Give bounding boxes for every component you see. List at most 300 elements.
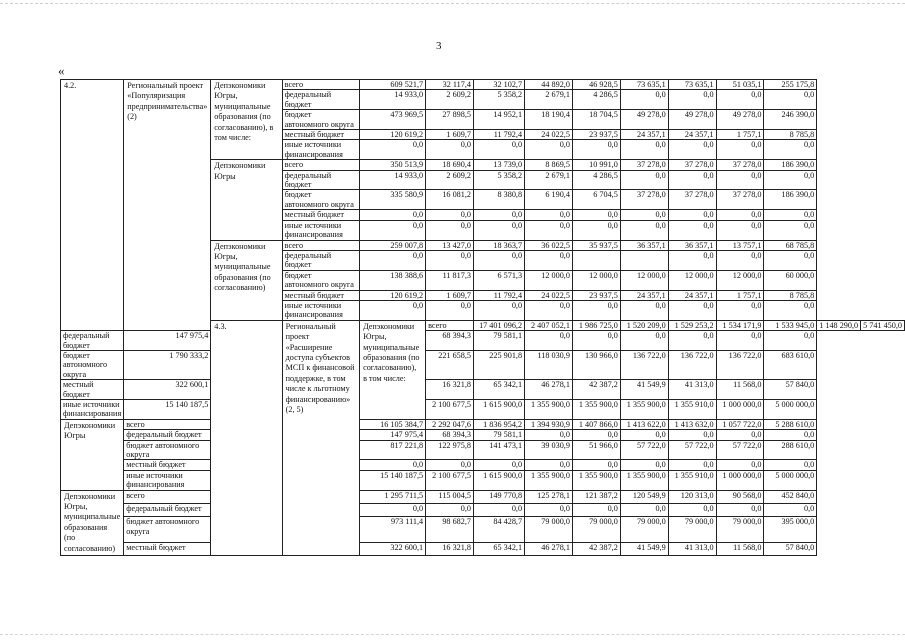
table-row [61, 542, 905, 555]
amount-cell: 65 342,1 [473, 380, 524, 400]
funding-source: всего [426, 320, 474, 330]
amount-cell: 120 313,0 [668, 490, 716, 503]
amount-cell: 1 355 910,0 [668, 400, 716, 420]
amount-cell: 1 757,1 [716, 290, 764, 300]
amount-cell: 0,0 [620, 220, 668, 240]
amount-cell: 0,0 [620, 460, 668, 470]
amount-cell [620, 250, 668, 270]
amount-cell: 136 722,0 [620, 350, 668, 379]
amount-cell: 1 609,7 [426, 130, 474, 140]
amount-cell: 79 581,1 [473, 331, 524, 351]
amount-cell: 141 473,1 [473, 440, 524, 460]
amount-cell: 18 190,4 [525, 110, 573, 130]
amount-cell: 0,0 [620, 90, 668, 110]
amount-cell: 39 030,9 [525, 440, 573, 460]
amount-cell: 1 413 632,0 [668, 419, 716, 429]
amount-cell: 0,0 [426, 250, 474, 270]
amount-cell: 8 785,8 [764, 130, 817, 140]
amount-cell: 0,0 [764, 140, 817, 160]
amount-cell: 120 619,2 [360, 290, 426, 300]
amount-cell: 0,0 [668, 140, 716, 160]
amount-cell: 118 030,9 [525, 350, 573, 379]
amount-cell: 42 387,2 [572, 380, 620, 400]
executor: Депэкономики Югры, муниципальные образования (по согласованию), в том числе: [360, 320, 426, 419]
amount-cell: 14 952,1 [473, 110, 524, 130]
project-name: Региональный проект «Популяризация предпринимательства» (2) [124, 80, 211, 331]
amount-cell: 37 278,0 [716, 190, 764, 210]
amount-cell: 16 105 384,7 [360, 419, 426, 429]
amount-cell: 41 313,0 [668, 380, 716, 400]
amount-cell: 5 000 000,0 [764, 400, 817, 420]
table-row [61, 80, 905, 90]
amount-cell: 16 321,8 [426, 542, 474, 555]
funding-source: местный бюджет [124, 542, 211, 555]
funding-source: всего [124, 490, 211, 503]
amount-cell: 221 658,5 [426, 350, 474, 379]
executor: Депэкономики Югры [61, 419, 124, 490]
amount-cell: 0,0 [620, 504, 668, 517]
executor: Депэкономики Югры [211, 160, 282, 240]
amount-cell: 0,0 [426, 300, 474, 320]
amount-cell: 79 000,0 [716, 517, 764, 542]
funding-source: местный бюджет [282, 210, 359, 220]
amount-cell: 0,0 [473, 300, 524, 320]
amount-cell: 136 722,0 [716, 350, 764, 379]
amount-cell: 46 278,1 [525, 380, 573, 400]
scan-artifact-top [0, 3, 905, 4]
amount-cell: 0,0 [360, 140, 426, 160]
table-row [61, 419, 905, 429]
amount-cell: 98 682,7 [426, 517, 474, 542]
amount-cell [572, 250, 620, 270]
amount-cell: 0,0 [764, 331, 817, 351]
amount-cell: 0,0 [525, 430, 573, 440]
amount-cell: 322 600,1 [360, 542, 426, 555]
amount-cell: 0,0 [668, 220, 716, 240]
amount-cell: 79 000,0 [525, 517, 573, 542]
amount-cell: 79 000,0 [668, 517, 716, 542]
funding-source: местный бюджет [61, 380, 124, 400]
table-row [61, 460, 905, 470]
funding-source: федеральный бюджет [124, 430, 211, 440]
funding-source: федеральный бюджет [61, 331, 124, 351]
amount-cell: 84 428,7 [473, 517, 524, 542]
amount-cell: 0,0 [668, 170, 716, 190]
amount-cell: 122 975,8 [426, 440, 474, 460]
amount-cell: 1 355 900,0 [572, 400, 620, 420]
amount-cell: 46 278,1 [525, 542, 573, 555]
table-row [61, 380, 905, 400]
amount-cell: 120 619,2 [360, 130, 426, 140]
funding-source: федеральный бюджет [124, 504, 211, 517]
amount-cell: 24 022,5 [525, 290, 573, 300]
amount-cell: 0,0 [525, 220, 573, 240]
amount-cell: 2 679,1 [525, 170, 573, 190]
amount-cell: 225 901,8 [473, 350, 524, 379]
amount-cell: 1 355 900,0 [620, 470, 668, 490]
amount-cell: 46 928,5 [572, 80, 620, 90]
item-number: 4.2. [61, 80, 124, 331]
amount-cell: 0,0 [668, 430, 716, 440]
amount-cell: 49 278,0 [620, 110, 668, 130]
amount-cell: 0,0 [572, 140, 620, 160]
amount-cell: 1 533 945,0 [764, 320, 817, 330]
amount-cell: 0,0 [525, 300, 573, 320]
amount-cell: 115 004,5 [426, 490, 474, 503]
amount-cell: 1 000 000,0 [716, 470, 764, 490]
amount-cell: 79 000,0 [572, 517, 620, 542]
amount-cell: 32 102,7 [473, 80, 524, 90]
amount-cell: 5 358,2 [473, 90, 524, 110]
amount-cell: 1 148 290,0 [817, 320, 861, 330]
amount-cell: 18 704,5 [572, 110, 620, 130]
amount-cell: 41 549,9 [620, 542, 668, 555]
funding-source: бюджет автономного округа [124, 517, 211, 542]
amount-cell: 2 100 677,5 [426, 470, 474, 490]
amount-cell: 0,0 [572, 331, 620, 351]
amount-cell: 2 100 677,5 [426, 400, 474, 420]
table-row [61, 331, 905, 351]
amount-cell: 6 190,4 [525, 190, 573, 210]
funding-source: местный бюджет [282, 290, 359, 300]
amount-cell: 0,0 [620, 140, 668, 160]
amount-cell: 1 529 253,2 [668, 320, 716, 330]
funding-source: всего [282, 160, 359, 170]
amount-cell: 15 140 187,5 [124, 400, 211, 420]
amount-cell: 18 363,7 [473, 240, 524, 250]
amount-cell: 10 991,0 [572, 160, 620, 170]
table-row [61, 440, 905, 460]
amount-cell: 0,0 [764, 250, 817, 270]
amount-cell: 0,0 [716, 90, 764, 110]
amount-cell: 0,0 [525, 140, 573, 160]
opening-quote: « [58, 63, 65, 78]
amount-cell: 138 388,6 [360, 270, 426, 290]
amount-cell: 68 785,8 [764, 240, 817, 250]
table-row [61, 504, 905, 517]
amount-cell: 44 892,0 [525, 80, 573, 90]
amount-cell: 11 568,0 [716, 542, 764, 555]
amount-cell: 1 295 711,5 [360, 490, 426, 503]
amount-cell: 73 635,1 [668, 80, 716, 90]
amount-cell: 0,0 [426, 210, 474, 220]
amount-cell: 0,0 [668, 331, 716, 351]
funding-source: иные источники финансирования [124, 470, 211, 490]
amount-cell: 12 000,0 [668, 270, 716, 290]
amount-cell: 1 615 900,0 [473, 470, 524, 490]
amount-cell: 57 840,0 [764, 542, 817, 555]
amount-cell: 0,0 [764, 170, 817, 190]
amount-cell: 42 387,2 [572, 542, 620, 555]
amount-cell: 5 741 450,0 [861, 320, 905, 330]
executor: Депэкономики Югры, муниципальные образования (по согласованию), в том числе: [211, 80, 282, 160]
amount-cell: 0,0 [525, 210, 573, 220]
amount-cell: 57 722,0 [668, 440, 716, 460]
amount-cell: 79 000,0 [620, 517, 668, 542]
amount-cell: 15 140 187,5 [360, 470, 426, 490]
funding-source: всего [282, 80, 359, 90]
funding-source: федеральный бюджет [282, 170, 359, 190]
amount-cell: 0,0 [668, 460, 716, 470]
amount-cell: 0,0 [716, 504, 764, 517]
amount-cell: 0,0 [426, 140, 474, 160]
amount-cell: 11 568,0 [716, 380, 764, 400]
amount-cell: 68 394,3 [426, 331, 474, 351]
amount-cell: 817 221,8 [360, 440, 426, 460]
amount-cell: 57 722,0 [620, 440, 668, 460]
amount-cell: 90 568,0 [716, 490, 764, 503]
amount-cell: 0,0 [525, 331, 573, 351]
amount-cell: 13 739,0 [473, 160, 524, 170]
funding-source: иные источники финансирования [282, 140, 359, 160]
funding-source: федеральный бюджет [282, 250, 359, 270]
amount-cell: 24 357,1 [620, 290, 668, 300]
amount-cell: 68 394,3 [426, 430, 474, 440]
amount-cell: 41 313,0 [668, 542, 716, 555]
table-row [61, 400, 905, 420]
amount-cell: 288 610,0 [764, 440, 817, 460]
amount-cell: 49 278,0 [668, 110, 716, 130]
amount-cell: 0,0 [668, 250, 716, 270]
amount-cell: 473 969,5 [360, 110, 426, 130]
amount-cell: 16 321,8 [426, 380, 474, 400]
amount-cell: 24 357,1 [668, 290, 716, 300]
amount-cell: 0,0 [360, 220, 426, 240]
amount-cell: 0,0 [360, 300, 426, 320]
amount-cell: 13 757,1 [716, 240, 764, 250]
amount-cell: 0,0 [620, 331, 668, 351]
amount-cell: 23 937,5 [572, 290, 620, 300]
amount-cell: 0,0 [620, 210, 668, 220]
amount-cell: 27 898,5 [426, 110, 474, 130]
amount-cell: 121 387,2 [572, 490, 620, 503]
executor: Депэкономики Югры, муниципальные образования (по согласованию) [211, 240, 282, 320]
amount-cell: 2 609,2 [426, 170, 474, 190]
amount-cell: 1 757,1 [716, 130, 764, 140]
amount-cell: 1 355 900,0 [620, 400, 668, 420]
amount-cell: 36 357,1 [620, 240, 668, 250]
amount-cell: 36 022,5 [525, 240, 573, 250]
amount-cell: 65 342,1 [473, 542, 524, 555]
amount-cell: 1 615 900,0 [473, 400, 524, 420]
amount-cell: 322 600,1 [124, 380, 211, 400]
amount-cell: 0,0 [572, 300, 620, 320]
amount-cell: 16 081,2 [426, 190, 474, 210]
amount-cell: 57 722,0 [716, 440, 764, 460]
amount-cell: 32 117,4 [426, 80, 474, 90]
amount-cell: 37 278,0 [668, 190, 716, 210]
amount-cell: 0,0 [360, 460, 426, 470]
amount-cell: 1 836 954,2 [473, 419, 524, 429]
amount-cell: 186 390,0 [764, 160, 817, 170]
amount-cell: 0,0 [572, 504, 620, 517]
amount-cell: 12 000,0 [620, 270, 668, 290]
amount-cell: 37 278,0 [620, 190, 668, 210]
amount-cell: 0,0 [716, 140, 764, 160]
amount-cell: 683 610,0 [764, 350, 817, 379]
page-number: 3 [436, 40, 442, 52]
amount-cell: 6 571,3 [473, 270, 524, 290]
amount-cell: 0,0 [473, 250, 524, 270]
amount-cell: 0,0 [764, 210, 817, 220]
amount-cell: 2 679,1 [525, 90, 573, 110]
amount-cell: 17 401 096,2 [473, 320, 524, 330]
amount-cell: 0,0 [620, 430, 668, 440]
amount-cell: 255 175,8 [764, 80, 817, 90]
amount-cell: 0,0 [620, 170, 668, 190]
amount-cell: 0,0 [572, 220, 620, 240]
funding-source: бюджет автономного округа [61, 350, 124, 379]
amount-cell: 1 355 900,0 [572, 470, 620, 490]
amount-cell: 1 609,7 [426, 290, 474, 300]
amount-cell: 6 704,5 [572, 190, 620, 210]
amount-cell: 246 390,0 [764, 110, 817, 130]
amount-cell: 0,0 [620, 300, 668, 320]
amount-cell: 57 840,0 [764, 380, 817, 400]
amount-cell: 0,0 [360, 250, 426, 270]
amount-cell: 1 534 171,9 [716, 320, 764, 330]
amount-cell: 0,0 [525, 250, 573, 270]
amount-cell: 4 286,5 [572, 170, 620, 190]
table-row [61, 517, 905, 542]
amount-cell: 35 937,5 [572, 240, 620, 250]
amount-cell: 0,0 [716, 170, 764, 190]
amount-cell: 609 521,7 [360, 80, 426, 90]
amount-cell: 12 000,0 [716, 270, 764, 290]
amount-cell: 1 394 930,9 [525, 419, 573, 429]
amount-cell: 0,0 [668, 90, 716, 110]
funding-source: местный бюджет [124, 460, 211, 470]
amount-cell: 0,0 [716, 220, 764, 240]
amount-cell: 0,0 [473, 210, 524, 220]
amount-cell: 36 357,1 [668, 240, 716, 250]
amount-cell: 0,0 [668, 210, 716, 220]
amount-cell: 0,0 [572, 210, 620, 220]
amount-cell: 0,0 [716, 210, 764, 220]
amount-cell: 147 975,4 [360, 430, 426, 440]
amount-cell: 0,0 [426, 220, 474, 240]
amount-cell: 1 986 725,0 [572, 320, 620, 330]
amount-cell: 0,0 [426, 504, 474, 517]
amount-cell: 0,0 [426, 460, 474, 470]
amount-cell: 11 792,4 [473, 130, 524, 140]
amount-cell: 0,0 [668, 504, 716, 517]
table-row [61, 350, 905, 379]
amount-cell: 0,0 [716, 250, 764, 270]
amount-cell: 0,0 [473, 460, 524, 470]
amount-cell: 0,0 [473, 220, 524, 240]
amount-cell: 120 549,9 [620, 490, 668, 503]
amount-cell: 60 000,0 [764, 270, 817, 290]
funding-source: бюджет автономного округа [282, 270, 359, 290]
amount-cell: 37 278,0 [620, 160, 668, 170]
amount-cell: 14 933,0 [360, 170, 426, 190]
amount-cell: 2 609,2 [426, 90, 474, 110]
amount-cell: 51 035,1 [716, 80, 764, 90]
amount-cell: 1 413 622,0 [620, 419, 668, 429]
amount-cell: 79 581,1 [473, 430, 524, 440]
amount-cell: 41 549,9 [620, 380, 668, 400]
amount-cell: 0,0 [764, 460, 817, 470]
amount-cell: 0,0 [716, 460, 764, 470]
amount-cell: 0,0 [473, 504, 524, 517]
funding-source: всего [124, 419, 211, 429]
funding-source: иные источники финансирования [282, 220, 359, 240]
amount-cell: 51 966,0 [572, 440, 620, 460]
amount-cell: 11 792,4 [473, 290, 524, 300]
funding-source: бюджет автономного округа [124, 440, 211, 460]
amount-cell: 973 111,4 [360, 517, 426, 542]
amount-cell: 0,0 [764, 430, 817, 440]
amount-cell: 125 278,1 [525, 490, 573, 503]
amount-cell: 136 722,0 [668, 350, 716, 379]
funding-source: иные источники финансирования [282, 300, 359, 320]
amount-cell: 395 000,0 [764, 517, 817, 542]
amount-cell: 1 790 333,2 [124, 350, 211, 379]
amount-cell: 11 817,3 [426, 270, 474, 290]
amount-cell: 0,0 [764, 220, 817, 240]
amount-cell: 0,0 [473, 140, 524, 160]
amount-cell: 0,0 [525, 504, 573, 517]
amount-cell: 0,0 [716, 300, 764, 320]
amount-cell: 1 407 866,0 [572, 419, 620, 429]
item-number: 4.3. [211, 320, 282, 555]
amount-cell: 24 022,5 [525, 130, 573, 140]
amount-cell: 0,0 [572, 430, 620, 440]
scan-artifact-bottom [0, 634, 905, 635]
table-row [61, 430, 905, 440]
table-row [61, 470, 905, 490]
funding-source: бюджет автономного округа [282, 190, 359, 210]
amount-cell: 18 690,4 [426, 160, 474, 170]
amount-cell: 5 000 000,0 [764, 470, 817, 490]
amount-cell: 12 000,0 [572, 270, 620, 290]
amount-cell: 147 975,4 [124, 331, 211, 351]
amount-cell: 130 966,0 [572, 350, 620, 379]
amount-cell: 1 355 910,0 [668, 470, 716, 490]
funding-source: всего [282, 240, 359, 250]
amount-cell: 186 390,0 [764, 190, 817, 210]
amount-cell: 1 355 900,0 [525, 400, 573, 420]
amount-cell: 0,0 [716, 331, 764, 351]
amount-cell: 0,0 [360, 210, 426, 220]
amount-cell: 37 278,0 [716, 160, 764, 170]
amount-cell: 335 580,9 [360, 190, 426, 210]
amount-cell: 0,0 [764, 300, 817, 320]
amount-cell: 73 635,1 [620, 80, 668, 90]
amount-cell: 1 520 209,0 [620, 320, 668, 330]
amount-cell: 1 057 722,0 [716, 419, 764, 429]
amount-cell: 1 000 000,0 [716, 400, 764, 420]
project-name: Региональный проект «Расширение доступа субъектов МСП к финансовой поддержке, в том числе к льготному финансированию» (2, 5) [282, 320, 359, 555]
amount-cell: 452 840,0 [764, 490, 817, 503]
amount-cell: 37 278,0 [668, 160, 716, 170]
amount-cell: 49 278,0 [716, 110, 764, 130]
amount-cell: 259 007,8 [360, 240, 426, 250]
amount-cell: 149 770,8 [473, 490, 524, 503]
amount-cell: 0,0 [716, 430, 764, 440]
financing-table [60, 79, 905, 556]
amount-cell: 24 357,1 [620, 130, 668, 140]
amount-cell: 0,0 [764, 90, 817, 110]
amount-cell: 5 288 610,0 [764, 419, 817, 429]
funding-source: федеральный бюджет [282, 90, 359, 110]
amount-cell: 4 286,5 [572, 90, 620, 110]
amount-cell: 350 513,9 [360, 160, 426, 170]
amount-cell: 2 407 052,1 [525, 320, 573, 330]
amount-cell: 1 355 900,0 [525, 470, 573, 490]
amount-cell: 14 933,0 [360, 90, 426, 110]
